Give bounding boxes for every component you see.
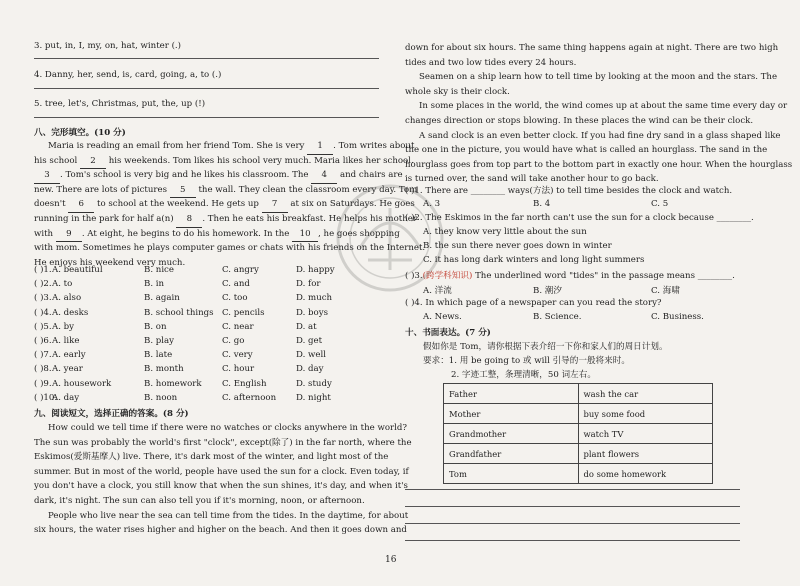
option[interactable]: D. happy [296, 265, 335, 275]
cloze-line [34, 139, 415, 154]
writing-line[interactable] [405, 489, 740, 490]
cloze-text: . Then he eats his breakfast. He helps his mother [202, 213, 417, 224]
cloze-blank[interactable]: 5 [170, 183, 196, 199]
cloze-option-row [34, 265, 379, 279]
passage-line: changes direction or stops blowing. In these places the wind can be their clock. [405, 115, 754, 126]
cloze-text: at six on Saturdays. He goes [287, 199, 415, 210]
writing-line[interactable] [405, 540, 740, 541]
question-number: ( )9. [34, 378, 52, 389]
passage-line: six hours, the water rises higher and higher on the beach. And then it goes down and [34, 525, 407, 536]
cloze-header: 八、完形填空。(10 分) [34, 128, 126, 138]
option[interactable]: C. angry [222, 265, 259, 275]
cloze-text: with mom. Sometimes he plays computer games or chats with his friends on the Internet. [34, 243, 426, 254]
option[interactable]: A. 洋流 [423, 286, 452, 296]
option[interactable]: A. also [52, 293, 82, 304]
option[interactable]: B. nice [144, 265, 174, 275]
question-number: ( )2. [34, 279, 52, 290]
requirement-2: 2. 字迹工整，条理清晰，50 词左右。 [451, 370, 596, 380]
passage-line: The sun was probably the world's first "clock", except(除了) in the far north, where the [34, 437, 412, 448]
writing-header: 十、书面表达。(7 分) [405, 328, 491, 338]
passage-line: Eskimos(爱斯基摩人) live. There, it's dark most of the winter, and light most of the [34, 452, 389, 463]
cloze-blank[interactable]: 9 [56, 227, 82, 243]
option[interactable]: C. hour [222, 364, 255, 375]
cloze-line [34, 212, 417, 227]
cloze-line [34, 241, 426, 256]
passage-line: dark, it's night. The sun can also tell you if it's morning, noon, or afternoon. [34, 495, 365, 506]
option[interactable]: C. too [222, 293, 248, 304]
option[interactable]: C. it has long dark winters and long light summers [423, 255, 645, 265]
family-member-cell: Mother [444, 404, 579, 424]
plan-cell: do some homework [578, 464, 713, 484]
option[interactable]: C. 海啸 [651, 286, 680, 296]
cloze-text: . Tom writes about [333, 141, 415, 151]
question-stem: The underlined word "tides" in the passage means ________. [475, 271, 735, 281]
writing-line[interactable] [405, 523, 740, 524]
option[interactable]: C. go [222, 336, 245, 346]
family-plan-table [443, 383, 713, 484]
option[interactable]: A. like [52, 336, 80, 346]
question-number: ( )1. [34, 265, 52, 275]
option[interactable]: C. afternoon [222, 392, 277, 403]
option[interactable]: B. 潮汐 [533, 286, 562, 296]
option[interactable]: B. homework [144, 378, 202, 389]
cloze-line [34, 197, 415, 212]
question-number: ( )6. [34, 336, 52, 346]
table-row [444, 384, 713, 404]
cloze-option-row [34, 350, 379, 364]
family-member-cell: Grandfather [444, 444, 579, 464]
cloze-line [34, 154, 414, 169]
option[interactable]: C. Business. [651, 312, 704, 322]
option[interactable]: D. get [296, 336, 323, 346]
cloze-blank[interactable]: 1 [307, 139, 333, 155]
question-2: ( )2. The Eskimos in the far north can't use the sun for a clock because ________. [405, 213, 754, 223]
option[interactable]: B. on [144, 321, 167, 332]
table-row [444, 404, 713, 424]
option[interactable]: D. for [296, 279, 321, 290]
cloze-text: with [34, 228, 56, 239]
passage-line: hourglass goes from top part to the bottom part in exactly one hour. When the hourglass [405, 159, 793, 170]
option[interactable]: C. near [222, 321, 254, 332]
option[interactable]: A. News. [423, 312, 462, 322]
cloze-blank[interactable]: 6 [68, 197, 94, 213]
cloze-option-row [34, 308, 379, 322]
option[interactable]: C. and [222, 279, 250, 290]
question-number: ( )5. [34, 321, 52, 332]
cloze-option-row [34, 322, 379, 336]
cloze-line [34, 227, 400, 242]
plan-cell: buy some food [578, 404, 713, 424]
cloze-option-row [34, 393, 379, 407]
option[interactable]: A. they know very little about the sun [423, 227, 587, 237]
option[interactable]: B. noon [144, 392, 178, 403]
table-row [444, 464, 713, 484]
option[interactable]: A. beautiful [52, 265, 103, 275]
cloze-text: , he goes shopping [318, 228, 400, 239]
option[interactable]: A. day [52, 392, 80, 403]
passage-line: summer. But in most of the world, people have used the sun for a clock. Even today, if [34, 466, 409, 477]
option[interactable]: B. the sun there never goes down in winter [423, 241, 612, 251]
sentence-item-3: 3. put, in, I, my, on, hat, winter (.) [34, 41, 182, 51]
option[interactable]: C. pencils [222, 307, 265, 318]
plan-cell: watch TV [578, 424, 713, 444]
cloze-option-row [34, 279, 379, 293]
question-number: ( )3. [34, 293, 52, 304]
writing-line[interactable] [405, 506, 740, 507]
option[interactable]: A. 3 [423, 199, 441, 209]
cloze-blank[interactable]: 7 [262, 197, 288, 213]
cloze-text: doesn't [34, 199, 69, 210]
sentence-item-5: 5. tree, let's, Christmas, put, the, up (!) [34, 99, 206, 109]
cloze-text: running in the park for half a(n) [34, 213, 177, 224]
interdisciplinary-tag: (跨学科知识) [422, 271, 473, 281]
option[interactable]: A. desks [52, 307, 89, 318]
family-member-cell: Grandmother [444, 424, 579, 444]
answer-line[interactable] [34, 117, 379, 118]
question-4-options [423, 312, 743, 326]
table-row [444, 444, 713, 464]
cloze-option-row [34, 364, 379, 378]
passage-line: you don't have a clock, you still know that when the sun shines, it's day, and when it's [34, 481, 408, 492]
option[interactable]: D. much [296, 293, 333, 304]
cloze-text: his school [34, 155, 81, 166]
sentence-item-4: 4. Danny, her, send, is, card, going, a, to (.) [34, 70, 222, 80]
cloze-text: and chairs are [337, 170, 403, 181]
option[interactable]: C. English [222, 378, 267, 389]
cloze-blank[interactable]: 4 [311, 168, 337, 184]
reading-passage-left [34, 421, 412, 538]
cloze-blank[interactable]: 3 [34, 168, 60, 184]
reading-header: 九、阅读短文，选择正确的答案。(8 分) [34, 409, 189, 419]
question-number: ( )8. [34, 364, 52, 375]
option[interactable]: A. year [52, 364, 83, 375]
family-member-cell: Tom [444, 464, 579, 484]
cloze-blank[interactable]: 8 [176, 212, 202, 228]
option[interactable]: C. 5 [651, 199, 669, 209]
question-1: ( )1. There are ________ ways(方法) to tell time besides the clock and watch. [405, 186, 733, 196]
question-1-options [423, 199, 743, 213]
answer-line[interactable] [34, 88, 379, 89]
option[interactable]: A. by [52, 321, 75, 332]
option[interactable]: D. night [296, 392, 331, 403]
passage-line: In some places in the world, the wind comes up at about the same time every day or [419, 101, 788, 112]
cloze-text: . At eight, he begins to do his homework. In the [81, 228, 293, 239]
reading-passage-right [405, 41, 793, 187]
cloze-text: He enjoys his weekend very much. [34, 257, 186, 268]
cloze-text: new. There are lots of pictures [34, 184, 170, 195]
option[interactable]: A. to [52, 279, 73, 290]
plan-cell: plant flowers [578, 444, 713, 464]
cloze-line [34, 168, 403, 183]
answer-line[interactable] [34, 58, 379, 59]
cloze-blank[interactable]: 10 [292, 227, 318, 243]
question-number: ( )3. [405, 271, 423, 281]
cloze-line [34, 183, 418, 198]
passage-line: Seamen on a ship learn how to tell time by looking at the moon and the stars. The [419, 72, 778, 83]
passage-line: down for about six hours. The same thing happens again at night. There are two high [405, 43, 779, 53]
plan-cell: wash the car [578, 384, 713, 404]
option[interactable]: D. day [296, 364, 324, 375]
option[interactable]: D. at [296, 321, 317, 332]
cloze-text: the wall. They clean the classroom every day. Tom [195, 184, 418, 195]
cloze-option-row [34, 336, 379, 350]
question-4: ( )4. In which page of a newspaper can you read the story? [405, 298, 662, 308]
option[interactable]: C. very [222, 350, 253, 361]
option[interactable]: B. late [144, 350, 173, 361]
passage-line: tides and two low tides every 24 hours. [405, 57, 577, 68]
cloze-text: to school at the weekend. He gets up [94, 199, 262, 210]
passage-line: How could we tell time if there were no watches or clocks anywhere in the world? [48, 423, 407, 433]
option[interactable]: D. well [296, 350, 326, 361]
option[interactable]: B. school things [144, 307, 214, 318]
question-3-options [423, 284, 743, 298]
option[interactable]: D. study [296, 378, 332, 389]
writing-prompt: 假如你是 Tom，请你根据下表介绍一下你和家人们的周日计划。 [423, 342, 668, 352]
cloze-blank[interactable]: 2 [80, 154, 106, 170]
family-member-cell: Father [444, 384, 579, 404]
option[interactable]: B. in [144, 279, 165, 290]
cloze-text: his weekends. Tom likes his school very much. Maria likes her school. [106, 155, 414, 166]
requirement-1: 要求：1. 用 be going to 或 will 引导的一般将来时。 [423, 356, 630, 366]
option[interactable]: B. Science. [533, 312, 582, 322]
option[interactable]: B. month [144, 364, 184, 375]
page-number: 16 [385, 555, 397, 565]
question-number: ( )4. [34, 307, 52, 318]
question-number: ( )10. [34, 392, 58, 403]
question-number: ( )7. [34, 350, 52, 361]
passage-line: People who live near the sea can tell time from the tides. In the daytime, for about [48, 510, 409, 521]
passage-line: A sand clock is an even better clock. If you had fine dry sand in a glass shaped like [419, 130, 781, 141]
option[interactable]: A. housework [52, 378, 112, 389]
option[interactable]: B. 4 [533, 199, 551, 209]
cloze-text: Maria is reading an email from her friend Tom. She is very [48, 141, 308, 151]
question-3 [405, 269, 735, 281]
cloze-option-row [34, 293, 379, 307]
cloze-option-row [34, 379, 379, 393]
watermark-stamp-icon [330, 178, 450, 298]
passage-line: the one in the picture, you would have what is called an hourglass. The sand in the [405, 145, 768, 156]
cloze-text: . Tom's school is very big and he likes his classroom. The [60, 170, 312, 181]
cloze-passage [34, 139, 426, 270]
option[interactable]: B. again [144, 293, 180, 304]
passage-line: whole sky is their clock. [405, 86, 510, 97]
option[interactable]: A. early [52, 350, 86, 361]
table-row [444, 424, 713, 444]
option[interactable]: D. boys [296, 307, 328, 318]
passage-line: is turned over, the sand will take another hour to go back. [405, 174, 659, 185]
option[interactable]: B. play [144, 336, 175, 346]
